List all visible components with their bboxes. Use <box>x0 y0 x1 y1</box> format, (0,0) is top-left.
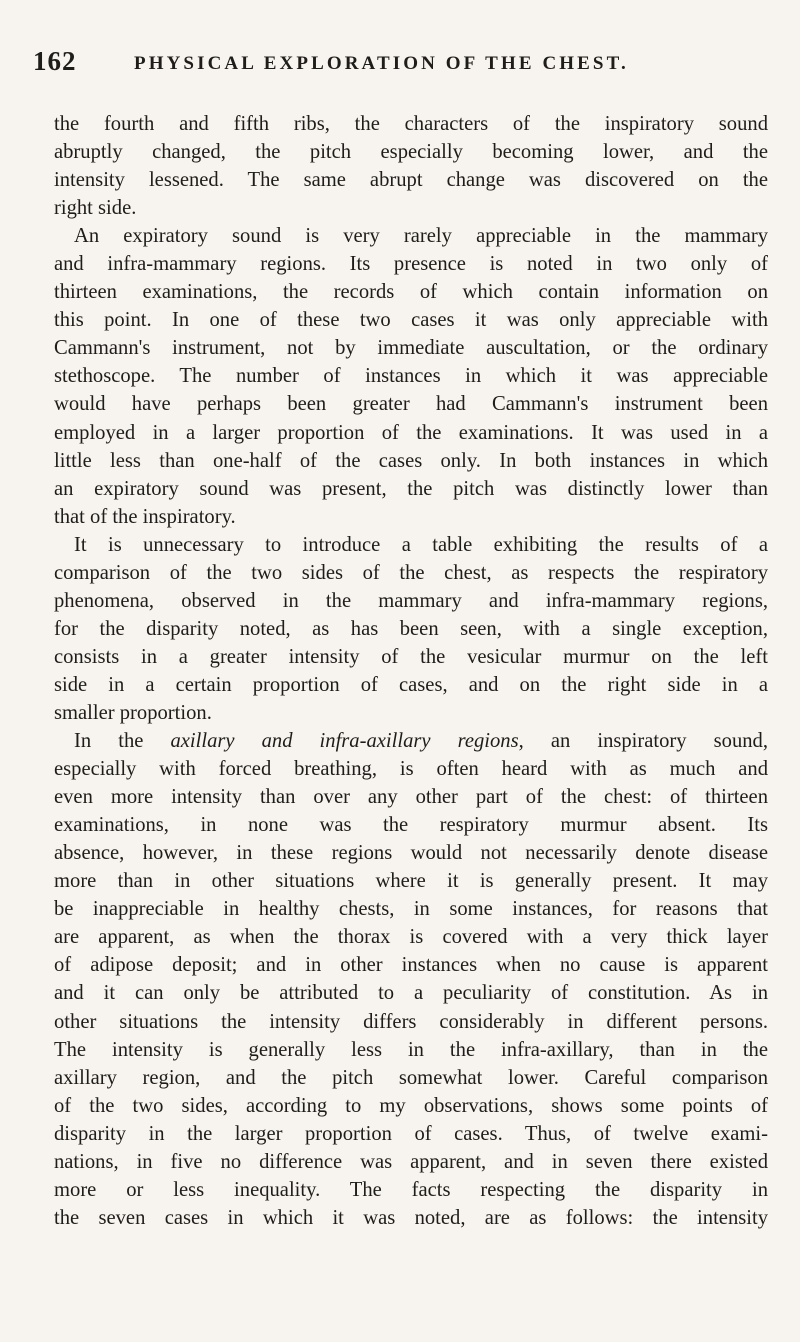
text-line: that of the inspiratory. <box>54 505 236 528</box>
running-title: PHYSICAL EXPLORATION OF THE CHEST. <box>134 53 629 74</box>
text-line: especially with forced breathing, is often heard with as much and <box>54 758 768 781</box>
text-line: Cammann's instrument, not by immediate auscultation, or the ordinary <box>54 337 768 360</box>
line-suffix: , an inspiratory sound, <box>518 730 769 753</box>
text-line: phenomena, observed in the mammary and infra-mammary regions, <box>54 589 768 612</box>
text-line: The intensity is generally less in the infra-axillary, than in the <box>54 1038 768 1061</box>
text-line: stethoscope. The number of instances in which it was appreciable <box>54 365 768 388</box>
text-line: and infra-mammary regions. Its presence is noted in two only of <box>54 253 768 276</box>
text-line: examinations, in none was the respiratory murmur absent. Its <box>54 814 768 837</box>
paragraph-first-line <box>54 727 768 755</box>
text-line: of the two sides, according to my observations, shows some points of <box>54 1094 768 1117</box>
text-line: disparity in the larger proportion of cases. Thus, of twelve exami- <box>54 1122 768 1145</box>
text-line: smaller proportion. <box>54 701 212 724</box>
text-line: be inappreciable in healthy chests, in some instances, for reasons that <box>54 898 768 921</box>
text-line: this point. In one of these two cases it was only appreciable with <box>54 309 768 332</box>
text-line: other situations the intensity differs considerably in different persons. <box>54 1010 768 1033</box>
text-line: would have perhaps been greater had Cammann's instrument been <box>54 393 768 416</box>
page-number: 162 <box>33 46 77 76</box>
text-line: abruptly changed, the pitch especially becoming lower, and the <box>54 141 768 164</box>
text-line: axillary region, and the pitch somewhat lower. Careful comparison <box>54 1066 768 1089</box>
text-line: more or less inequality. The facts respecting the disparity in <box>54 1178 768 1201</box>
text-line: consists in a greater intensity of the vesicular murmur on the left <box>54 645 768 668</box>
text-line: an expiratory sound was present, the pitch was distinctly lower than <box>54 477 768 500</box>
text-line: more than in other situations where it is generally present. It may <box>54 870 768 893</box>
text-line: employed in a larger proportion of the examinations. It was used in a <box>54 421 768 444</box>
text-line: thirteen examinations, the records of which contain information on <box>54 281 768 304</box>
text-line: comparison of the two sides of the chest, as respects the respiratory <box>54 561 768 584</box>
text-line: right side. <box>54 197 137 220</box>
paragraph-first-line: It is unnecessary to introduce a table exhibiting the results of a <box>74 533 768 556</box>
line-prefix: In the <box>74 730 171 753</box>
text-line: nations, in five no difference was apparent, and in seven there existed <box>54 1150 768 1173</box>
text-line: even more intensity than over any other part of the chest: of thirteen <box>54 786 768 809</box>
body-text <box>54 110 768 1232</box>
text-line: and it can only be attributed to a peculiarity of constitution. As in <box>54 982 768 1005</box>
text-line: intensity lessened. The same abrupt change was discovered on the <box>54 169 768 192</box>
text-line: of adipose deposit; and in other instances when no cause is apparent <box>54 954 768 977</box>
text-line: for the disparity noted, as has been seen, with a single exception, <box>54 617 768 640</box>
text-line: are apparent, as when the thorax is covered with a very thick layer <box>54 926 768 949</box>
text-line: side in a certain proportion of cases, and on the right side in a <box>54 673 768 696</box>
text-line: little less than one-half of the cases only. In both instances in which <box>54 449 768 472</box>
text-line: absence, however, in these regions would not necessarily denote disease <box>54 842 768 865</box>
italic-phrase: axillary and infra-axillary regions <box>170 730 519 753</box>
paragraph-first-line: An expiratory sound is very rarely appreciable in the mammary <box>74 225 768 248</box>
text-line: the seven cases in which it was noted, are as follows: the intensity <box>54 1206 768 1229</box>
text-line: the fourth and fifth ribs, the characters of the inspiratory sound <box>54 113 768 135</box>
running-head <box>33 46 760 80</box>
